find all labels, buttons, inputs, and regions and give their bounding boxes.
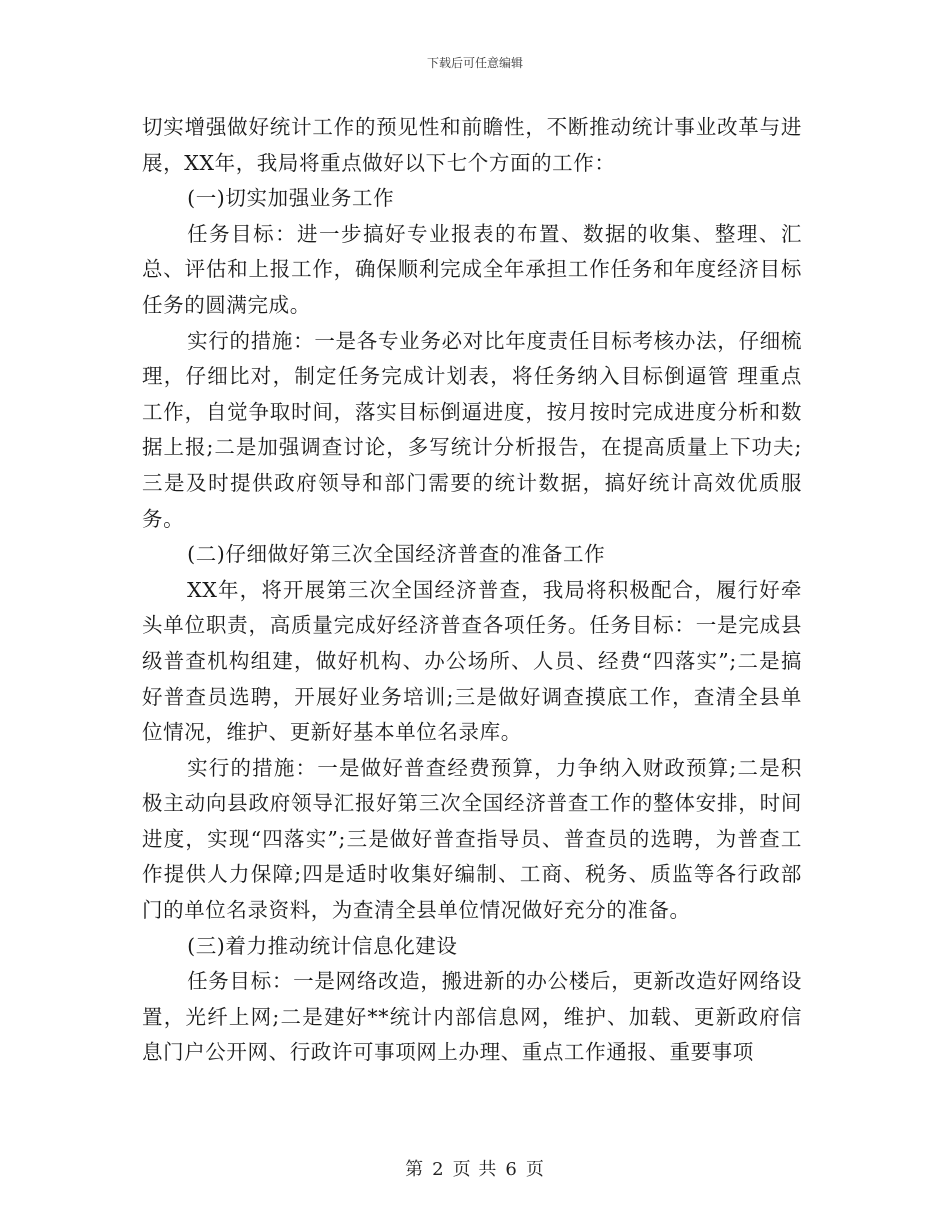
- footer-current-page: 2: [432, 1159, 445, 1180]
- document-body: [142, 110, 802, 1071]
- paragraph: 实行的措施：一是各专业务必对比年度责任目标考核办法，仔细梳理，仔细比对，制定任务完成计划表，将任务纳入目标倒逼管 理重点工作，自觉争取时间，落实目标倒逼进度，按月按时完成进度分析和数据上报;二是加强调查讨论，多写统计分析报告，在提高质量上下功夫;三是及时提供政府领导和部门需要的统计数据，搞好统计高效优质服务。: [142, 328, 802, 531]
- footer-total-pages: 6: [505, 1159, 518, 1180]
- page-footer: [0, 1155, 950, 1181]
- paragraph: 任务目标：进一步搞好专业报表的布置、数据的收集、整理、汇总、评估和上报工作，确保顺利完成全年承担工作任务和年度经济目标任务的圆满完成。: [142, 221, 802, 317]
- section-heading: (二)仔细做好第三次全国经济普查的准备工作: [187, 542, 606, 567]
- paragraph: 实行的措施：一是做好普查经费预算，力争纳入财政预算;二是积极主动向县政府领导汇报好第三次全国经济普查工作的整体安排，时间进度，实现“四落实”;三是做好普查指导员、普查员的选聘，为普查工作提供人力保障;四是适时收集好编制、工商、税务、质监等各行政部门的单位名录资料，为查清全县单位情况做好充分的准备。: [142, 755, 802, 923]
- paragraph: 任务目标：一是网络改造，搬进新的办公楼后，更新改造好网络设置，光纤上网;二是建好**统计内部信息网，维护、加载、更新政府信息门户公开网、行政许可事项网上办理、重点工作通报、重要事项: [142, 969, 802, 1065]
- footer-suffix: 页: [525, 1159, 545, 1180]
- paragraph: XX年，将开展第三次全国经济普查，我局将积极配合，履行好牵头单位职责，高质量完成好经济普查各项任务。任务目标：一是完成县级普查机构组建，做好机构、办公场所、人员、经费“四落实”;二是搞好普查员选聘，开展好业务培训;三是做好调查摸底工作，查清全县单位情况，维护、更新好基本单位名录库。: [142, 577, 802, 745]
- footer-middle: 页 共: [452, 1159, 498, 1180]
- section-heading: (三)着力推动统计信息化建设: [187, 933, 458, 958]
- paragraph: 切实增强做好统计工作的预见性和前瞻性，不断推动统计事业改革与进展，XX年，我局将重点做好以下七个方面的工作：: [142, 115, 802, 175]
- section-heading: (一)切实加强业务工作: [187, 186, 395, 211]
- footer-prefix: 第: [405, 1159, 425, 1180]
- page-header-note: 下载后可任意编辑: [426, 56, 523, 70]
